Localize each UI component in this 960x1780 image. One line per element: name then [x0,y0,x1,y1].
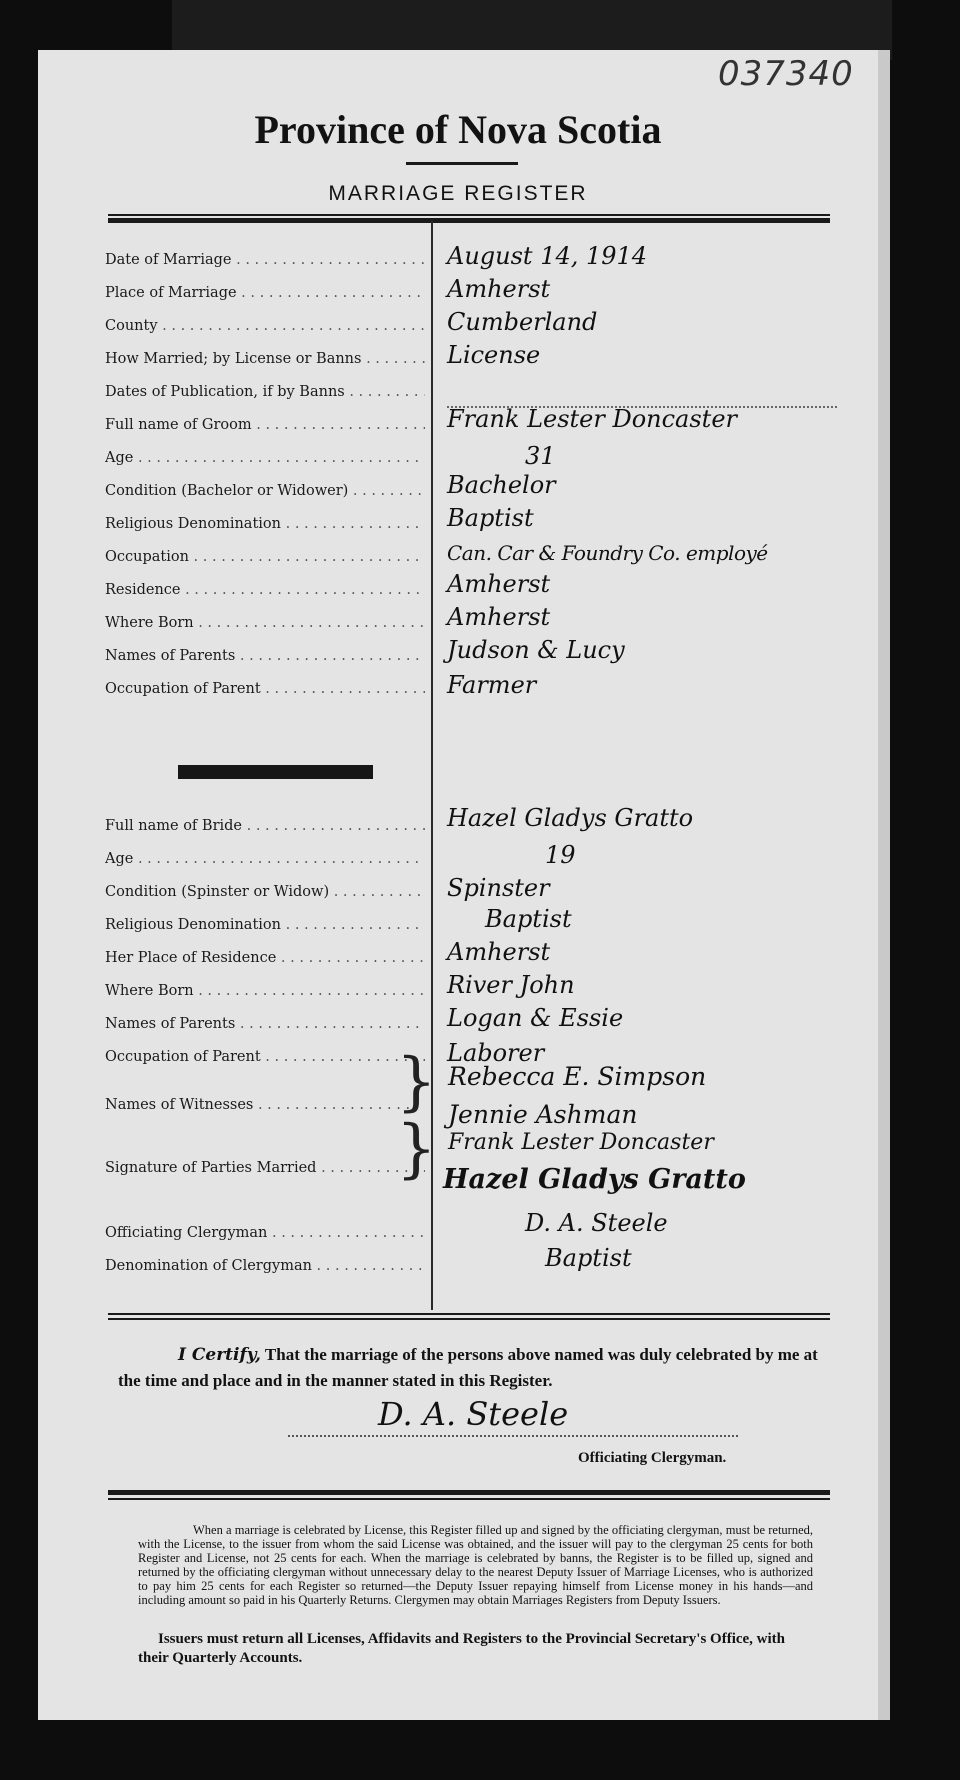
clergy-signature: D. A. Steele [378,1395,569,1433]
field-label: Residence . . . [105,582,425,598]
field-label: Names of Parents . . . [105,648,425,664]
field-value: Frank Lester Doncaster [447,405,738,433]
field-groom-parents [105,636,825,672]
field-value: Laborer [447,1039,545,1067]
field-label: How Married; by License or Banns . . . [105,351,425,367]
witness-2-signature: Jennie Ashman [448,1100,638,1129]
field-how-married [105,341,825,375]
field-label: Occupation . . . [105,549,425,565]
footer-notice: When a marriage is celebrated by License, this Register filled up and signed by the officiating clergyman, must be returned, with the License, to the issuer from whom the said License was obtained, and the issuer will pay to the clergyman 25 cents for both Register and License, not 25 cents for each. When the marriage is celebrated by banns, the Register is to be filled up, signed and returned by the officiating clergyman without unnecessary delay to the nearest Deputy Issuer of Marriage Licenses, who is authorized to pay him 25 cents for each Register so returned—the Deputy Issuer repaying himself from License money in his hands—and including amount so paid in his Quarterly Returns. Clergymen may obtain Marriages Registers from Deputy Issuers. [138,1523,813,1607]
field-value: Bachelor [447,471,556,499]
section-divider-bar [178,765,373,779]
field-value: 19 [545,841,576,869]
form-subtitle: MARRIAGE REGISTER [328,182,588,205]
field-label: Her Place of Residence . . . [105,950,425,966]
field-label: Religious Denomination . . . [105,917,425,933]
field-label: Where Born . . . [105,983,425,999]
register-form [38,50,890,1720]
field-value: Amherst [447,938,551,966]
field-value: Judson & Lucy [447,636,625,664]
footer-rule-thick [108,1490,830,1495]
field-value: Amherst [447,603,551,631]
field-groom-parent-occupation [105,671,825,705]
field-value: Hazel Gladys Gratto [447,804,694,832]
field-value: License [447,341,541,369]
certify-lead: I Certify, [178,1345,261,1365]
title-underline [406,162,518,165]
field-value: Can. Car & Foundry Co. employé [447,541,768,565]
field-value: Baptist [447,504,534,532]
field-label: Occupation of Parent . . . [105,681,425,697]
field-bride-name [105,804,825,842]
field-value: Amherst [447,570,551,598]
field-label: Condition (Bachelor or Widower) . . . [105,483,425,499]
witnesses-brace: } [396,1045,437,1119]
field-value: Baptist [485,905,572,933]
field-label: Religious Denomination . . . [105,516,425,532]
field-label: County . . . [105,318,425,334]
field-label: Full name of Groom . . . [105,417,425,433]
field-label: Place of Marriage . . . [105,285,425,301]
field-bride-age [105,841,825,875]
field-groom-name [105,405,825,441]
body-rule-thin [108,1313,830,1315]
page-title: Province of Nova Scotia [254,107,662,152]
field-label: Names of Witnesses . . . [105,1097,425,1113]
field-value: D. A. Steele [525,1209,668,1237]
field-label: Age . . . [105,851,425,867]
field-value: August 14, 1914 [447,242,648,270]
witness-1-signature: Rebecca E. Simpson [448,1062,707,1091]
field-county [105,308,825,342]
certify-text: That the marriage of the persons above named was duly celebrated by me at the time and place and in the manner stated in this Register. [118,1345,818,1390]
field-label: Occupation of Parent . . . [105,1049,425,1065]
field-label: Signature of Parties Married . . . [105,1160,425,1176]
field-date-of-marriage [105,242,825,276]
signature-caption: Officiating Clergyman. [578,1450,727,1466]
field-value: River John [447,971,575,999]
field-label: Age . . . [105,450,425,466]
field-groom-denomination [105,504,825,540]
field-clergy-denomination [105,1244,825,1282]
header-rule-thin [108,214,830,216]
body-rule-thin-2 [108,1318,830,1320]
field-bride-parents [105,1004,825,1040]
field-label: Names of Parents . . . [105,1016,425,1032]
field-value: Spinster [447,874,550,902]
field-value: Cumberland [447,308,598,336]
field-label: Denomination of Clergyman . . . [105,1258,425,1274]
serial-number: 037340 [718,54,854,94]
field-value: Amherst [447,275,551,303]
field-value: Farmer [447,671,537,699]
footer-rule-thin [108,1498,830,1500]
field-value: 31 [525,442,556,470]
field-label: Dates of Publication, if by Banns . . . [105,384,425,400]
bride-signature: Hazel Gladys Gratto [443,1164,746,1195]
field-value: Baptist [545,1244,632,1272]
field-label: Full name of Bride . . . [105,818,425,834]
field-label: Condition (Spinster or Widow) . . . [105,884,425,900]
field-label: Where Born . . . [105,615,425,631]
field-label: Officiating Clergyman . . . [105,1225,425,1241]
field-label: Date of Marriage . . . [105,252,425,268]
certification-statement [118,1342,818,1394]
field-value: Logan & Essie [447,1004,624,1032]
header-rule-thick [108,218,830,223]
parties-brace: } [396,1112,437,1186]
field-place-of-marriage [105,275,825,309]
groom-signature: Frank Lester Doncaster [448,1130,714,1155]
signature-line [288,1435,738,1437]
footer-instruction: Issuers must return all Licenses, Affidavits and Registers to the Provincial Secretary's Office, with their Quarterly Accounts. [138,1631,786,1666]
